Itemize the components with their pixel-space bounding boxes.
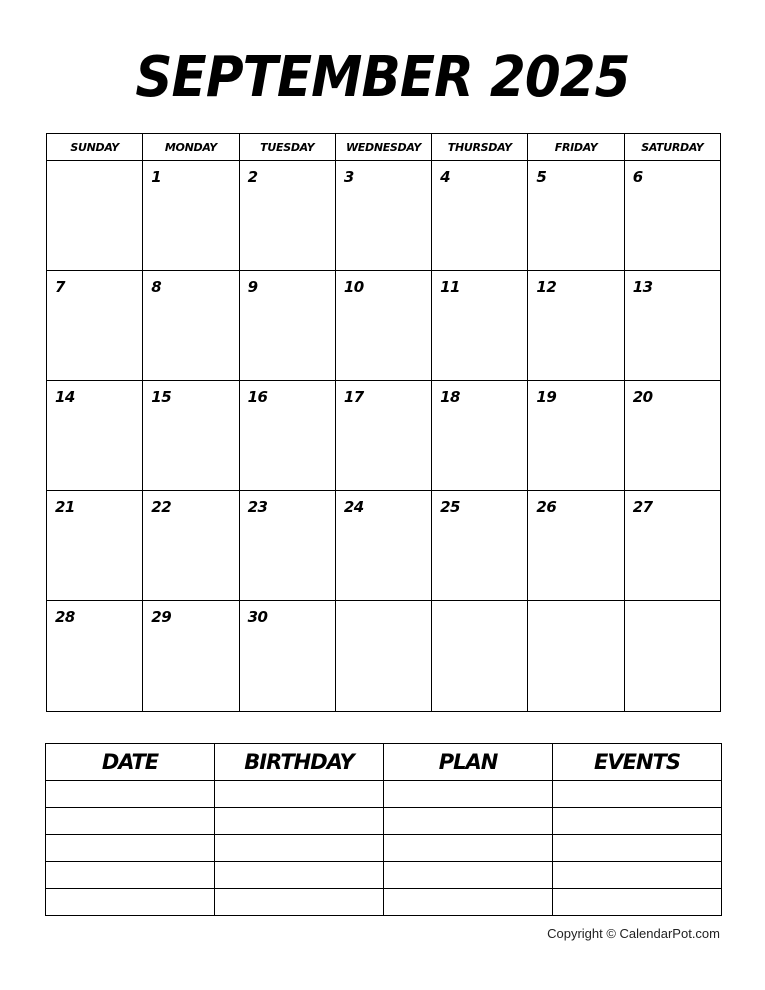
day-number: 8 [151,278,162,296]
notes-row [46,862,721,889]
notes-row [46,835,721,862]
day-number: 24 [343,498,364,516]
weekday-thursday: THURSDAY [432,134,528,160]
notes-header-row [46,744,721,781]
day-number: 28 [55,608,75,626]
notes-cell [215,862,384,888]
day-cell [625,161,720,270]
day-cell [625,601,720,711]
day-number: 4 [440,168,451,186]
day-number: 23 [247,498,268,516]
weekday-header-row [47,134,720,161]
notes-cell [46,781,215,807]
day-cell [625,491,720,600]
day-cell [47,271,143,380]
notes-header-birthday: BIRTHDAY [215,744,384,780]
week-row-5 [47,601,720,711]
notes-cell [553,862,721,888]
day-cell [432,601,528,711]
day-cell [143,381,239,490]
day-cell [528,601,624,711]
weekday-tuesday: TUESDAY [240,134,336,160]
weekday-saturday: SATURDAY [641,140,704,154]
notes-cell [384,889,553,916]
day-number: 16 [247,388,268,406]
day-number: 25 [440,498,460,516]
day-cell [432,271,528,380]
day-number: 13 [632,278,653,296]
notes-row [46,808,721,835]
notes-cell [215,835,384,861]
day-cell [47,491,143,600]
day-cell [432,491,528,600]
notes-cell [553,835,721,861]
day-number: 9 [247,278,258,296]
day-cell [143,271,239,380]
notes-cell [215,781,384,807]
day-cell [47,381,143,490]
day-cell [625,271,720,380]
calendar-grid [46,133,721,712]
day-number: 11 [440,278,460,296]
day-cell [432,381,528,490]
day-cell [528,271,624,380]
day-cell [528,491,624,600]
notes-cell [553,808,721,834]
weekday-friday: FRIDAY [528,134,624,160]
day-number: 5 [536,168,547,186]
day-cell [528,161,624,270]
day-cell [143,491,239,600]
day-cell [143,161,239,270]
day-cell [528,381,624,490]
day-cell [143,601,239,711]
day-cell [240,271,336,380]
week-row-3 [47,381,720,491]
notes-cell [553,781,721,807]
day-number: 19 [536,388,557,406]
day-cell [432,161,528,270]
day-cell [47,161,143,270]
day-number: 22 [151,498,172,516]
week-row-2 [47,271,720,381]
notes-cell [215,889,384,916]
day-number: 30 [247,608,268,626]
day-cell [240,601,336,711]
day-cell [47,601,143,711]
notes-header-events: EVENTS [594,750,680,774]
notes-header-date: DATE [46,744,215,780]
notes-cell [553,889,721,916]
day-number: 20 [632,388,653,406]
day-number: 21 [55,498,75,516]
day-number: 10 [343,278,364,296]
weekday-wednesday: WEDNESDAY [336,134,432,160]
day-number: 27 [632,498,653,516]
copyright-text: Copyright © CalendarPot.com [547,926,720,941]
day-number: 18 [440,388,460,406]
notes-cell [384,808,553,834]
day-number: 7 [55,278,65,296]
day-number: 26 [536,498,557,516]
day-number: 2 [247,168,258,186]
day-number: 15 [151,388,172,406]
notes-cell [384,835,553,861]
day-cell [625,381,720,490]
notes-cell [46,835,215,861]
day-number: 3 [343,168,354,186]
day-cell [336,601,432,711]
day-cell [240,491,336,600]
day-cell [336,491,432,600]
notes-row [46,781,721,808]
day-cell [240,381,336,490]
week-row-4 [47,491,720,601]
day-cell [336,271,432,380]
day-number: 17 [343,388,364,406]
day-number: 14 [55,388,75,406]
notes-table [45,743,722,916]
notes-cell [46,808,215,834]
notes-cell [384,862,553,888]
notes-cell [46,862,215,888]
page-title: SEPTEMBER 2025 [135,45,630,110]
day-number: 1 [151,168,162,186]
notes-row [46,889,721,916]
day-number: 29 [151,608,172,626]
notes-header-plan: PLAN [384,744,553,780]
day-number: 6 [632,168,643,186]
day-cell [336,161,432,270]
notes-cell [384,781,553,807]
notes-cell [215,808,384,834]
weekday-sunday: SUNDAY [47,134,143,160]
day-cell [336,381,432,490]
day-number: 12 [536,278,557,296]
weekday-monday: MONDAY [143,134,239,160]
day-cell [240,161,336,270]
week-row-1 [47,161,720,271]
notes-cell [46,889,215,916]
